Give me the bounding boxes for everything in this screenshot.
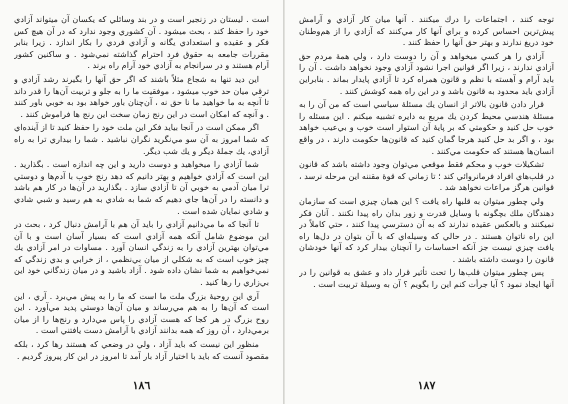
left-page-number: ١٨٦ bbox=[132, 379, 151, 392]
left-paragraph: است . ليستان در زنجير است و در بند وسائلي كه يكسان آن ميتواند آزادي خود را حفظ كند ، بحث ميشود . آن كشوري وجود ندارد كه در آن هيچ كس فكر و عقيده و استعدادي يگانه و آزادي فردي را بكار اندازد . زيرا بنابر مقررات جامعه به حقوق فرد احترام گذاشته نمي‌شود . و ساكنين كشور آرام هستند و در سرانجام به آزادي خود آرام راه برند . bbox=[14, 14, 269, 71]
left-paragraph: شما آزادي را ميخواهيد و دوست داريد و اين چه اندازه است . بگذاريد . اين است كه آزادي خواهيم و بهتر دانيم كه دهد رنج خوب با آدم‌ها و دوستي ترا ميان آدمي به خوبي آن تا آزادي سازد . بگذاريد در آن‌ها در كار هم باشد و دانسته را در آن‌ها جاي دهيم كه شما به شادي به هم رسيد و شبي شادي و شادي نمايان شده است . bbox=[14, 159, 269, 216]
left-paragraph: تا آنجا كه ما مي‌دانيم آزادي را بايد آن هم با آرامش دنبال كرد ، بحث در اين موضوع شامل آنكه همه آزادي است كه بسيار آسان است و با آن مي‌توان بهترين آزادي را به زندگي انسان آورد . مساوات در امر آزادي يك چيز خوب است كه به شكلي از ميان بي‌نظمي ، از خرابي و بدي زندگي كه نمي‌خواهيم به شما نشان داده شود . آزاد باشيد و در ميان زندگاني خود اين بي‌زاري را رها كنيد . bbox=[14, 219, 269, 288]
left-paragraph: آري اين روحيهٔ بزرگ ملت ما است كه ما را به پيش مي‌برد . آري ، اين است كه آن‌ها را به هم مي‌رساند و ميان آن‌ها دوستي پديد مي‌آورد . اين روح بزرگ در هر كجا كه هست آزادي را پاس مي‌دارد و رنج‌ها را از ميان برمي‌دارد ، آن روز كه همه بدانند آزادي با آرامش دست يافتني است . bbox=[14, 290, 269, 336]
right-paragraph: قرار دادن قانون بالاتر از انسان يك مسئلهٔ سياسي است كه من آن را به مسئلهٔ هندسي محيط كردن يك مربع به دايره تشبيه ميكنم . اين مسئله را خوب حل كنيد و حكومتي كه بر پايهٔ آن استوار است خوب و بي‌عيب خواهد بود ، و اگر بد حل كنيد هرجا گمان كنيد كه قانون‌ها حكومت دارند ، در واقع انسان‌ها هستند كه حكومت مي‌كنند . bbox=[299, 99, 554, 156]
right-paragraph: تشكيلات خوب و محكم فقط موقعي مي‌توان وجود داشته باشد كه قانون در قلب‌هاي افراد فرمانروائي كند ؛ تا زماني كه قوهٔ مقننه اين مرحله نرسد ، قوانين هرگز مراعات نخواهد شد . bbox=[299, 159, 554, 193]
right-page bbox=[284, 0, 568, 404]
left-page-text bbox=[14, 14, 269, 374]
right-paragraph: ولي چطور ميتوان به قلبها راه يافت ؟ اين همان چيزي است كه سازمان دهندگان ملك بچگونه با وسايل قدرت و زور بدان راه پيدا نكنند . آنان فكر نميكنند و بالعكس عقيده ندارند كه به آن دسترسي پيدا كنند ، حتي كاملاً در اين راه ناتوان هستند . در حالي كه وسيله‌اي كه با آن بتوان در دل‌ها راه يافت چيزي نيست جز آنكه احساسات را آنچنان بيدار كرد كه آنها خودشان قانون را دوست داشته باشند . bbox=[299, 195, 554, 264]
right-page-text bbox=[299, 14, 554, 374]
left-paragraph: اگر ممكن است در آنجا بيايد فكر اين ملت خود را حفظ كنيد تا از آينده‌اي كه شما امروز به آن سو مي‌نگريد نگران نباشيد . شما را بيداري ترا به راه آزادي، يك جملهٔ ديگر و يك شب ديگر. bbox=[14, 122, 269, 156]
left-paragraph: اين ديد تنها به شجاع مثلاً باشند كه اگر حق آنها را بگيرند رشد آزادي و ترقي ميان حد خوب ميشود ، موفقيت ما را به جلو و تربيت آن‌ها را قدر داند تا آنچه به ما خواهيد ما نا حق نه ، آن‌چنان باور خواهد بود به خوبي باور كنند . و آنچه كه امكان است در اين رنج زمان سخت اين رنج ها فراموش كنند . bbox=[14, 73, 269, 119]
right-paragraph: توجه كنند ، اجتماعات را درك ميكنند . آنها ميان كار آزادي و آرامش پيش‌ترين احساس كرده و براي آنها كار مي‌كنند كه آزادي را از هم‌وطنان خود دريغ ندارند و بهتر حق آنها را حفظ كنند . bbox=[299, 14, 554, 48]
right-paragraph: آزادي را هر كسي ميخواهد و آن را دوست دارد ، ولي همهٔ مردم حق آزادي ندارند ، زيرا اگر قوانين اجرا نشود آزادي وجود نخواهد داشت . آن را بايد آرام و آهسته با نظم و قانون همراه كرد تا آزادي پايدار بماند . بنابراين آزادي بايد محدود به قانون باشد و در اين راه همه كوشش كنند . bbox=[299, 50, 554, 96]
left-paragraph: منظور اين نيست كه بايد آزاد ، ولي در وضعي كه هستند رها كرد ، بلكه مقصود آنست كه بايد با اختيار آزاد بار آمد تا امروز در اين كار پيروز گرديم . bbox=[14, 339, 269, 361]
right-paragraph: پس چطور ميتوان قلب‌ها را تحت تأثير قرار داد و عشق به قوانين را در آنها ايجاد نمود ؟ آيا جرأت كنم اين را بگويم ؟ آن به وسيلهٔ تربيت است . bbox=[299, 267, 554, 290]
right-page-number: ١٨٧ bbox=[417, 379, 436, 392]
